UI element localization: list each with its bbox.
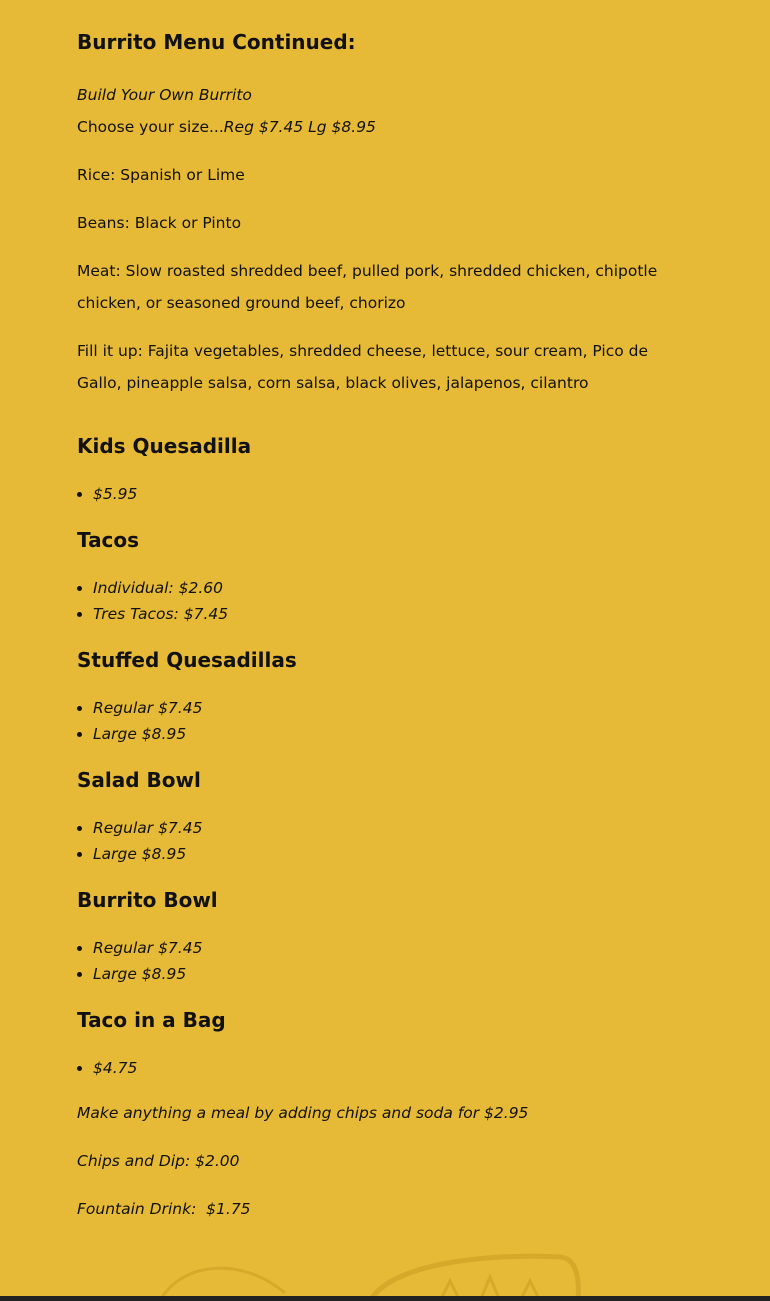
meat-options: Meat: Slow roasted shredded beef, pulled pork, shredded chicken, chipotle chicken, or seasoned ground beef, chorizo — [77, 262, 658, 312]
list-item: • Regular $7.45 — [93, 695, 202, 721]
burrito-bowl-list — [77, 935, 202, 987]
size-prefix: Choose your size... — [77, 118, 224, 136]
kids-quesadilla-list — [77, 481, 137, 507]
rice-options: Rice: Spanish or Lime — [77, 166, 245, 184]
taco-in-a-bag-list — [77, 1055, 137, 1081]
build-heading-text: Build Your Own Burrito — [77, 86, 252, 104]
meal-upgrade-note — [77, 1097, 528, 1129]
tacos-list — [77, 575, 228, 627]
section-title-taco-in-a-bag: Taco in a Bag — [77, 1008, 226, 1032]
section-title-burrito-bowl: Burrito Bowl — [77, 888, 218, 912]
page-title: Burrito Menu Continued: — [77, 30, 356, 54]
chips-and-dip — [77, 1145, 240, 1177]
build-your-own-heading — [77, 79, 252, 111]
list-item: • Regular $7.45 — [93, 815, 202, 841]
meal-upgrade-text: Make anything a meal by adding chips and soda for $2.95 — [77, 1104, 529, 1122]
size-line — [77, 111, 376, 143]
section-title-salad-bowl: Salad Bowl — [77, 768, 201, 792]
chips-and-dip-text: Chips and Dip: $2.00 — [77, 1152, 240, 1170]
bottom-bar — [0, 1296, 770, 1301]
footer-illustration — [0, 1245, 770, 1301]
list-item: • Tres Tacos: $7.45 — [93, 601, 228, 627]
list-item: • $5.95 — [93, 481, 137, 507]
fill-options: Fill it up: Fajita vegetables, shredded cheese, lettuce, sour cream, Pico de Gallo, pineapple salsa, corn salsa, black olives, jalapenos, cilantro — [77, 342, 649, 392]
salad-bowl-list — [77, 815, 202, 867]
stuffed-quesadillas-list — [77, 695, 202, 747]
section-title-stuffed-quesadillas: Stuffed Quesadillas — [77, 648, 297, 672]
list-item: • $4.75 — [93, 1055, 137, 1081]
size-prices: Reg $7.45 Lg $8.95 — [223, 118, 376, 136]
section-title-tacos: Tacos — [77, 528, 140, 552]
list-item: • Individual: $2.60 — [93, 575, 228, 601]
fountain-drink — [77, 1193, 251, 1225]
fountain-drink-text: Fountain Drink: $1.75 — [77, 1200, 251, 1218]
beans-options: Beans: Black or Pinto — [77, 214, 242, 232]
list-item: • Large $8.95 — [93, 721, 202, 747]
section-title-kids-quesadilla: Kids Quesadilla — [77, 434, 252, 458]
list-item: • Regular $7.45 — [93, 935, 202, 961]
list-item: • Large $8.95 — [93, 961, 202, 987]
list-item: • Large $8.95 — [93, 841, 202, 867]
